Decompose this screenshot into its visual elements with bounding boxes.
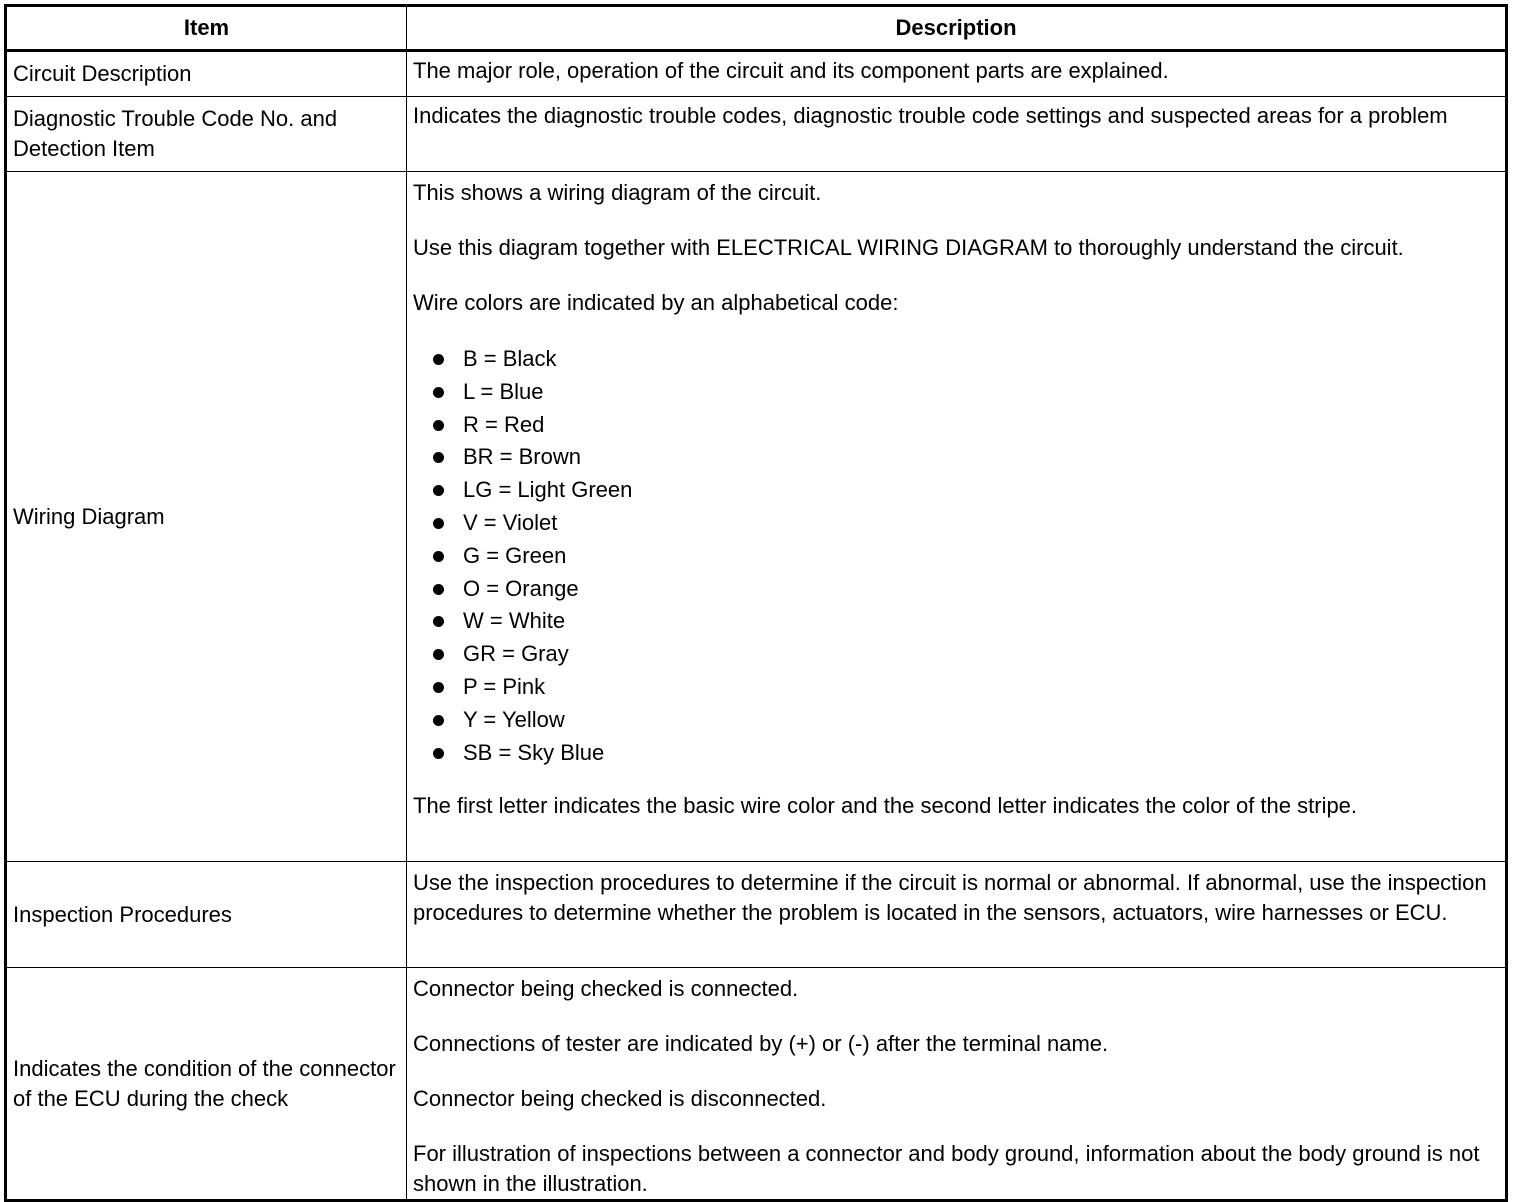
item-cell: Wiring Diagram	[6, 172, 407, 862]
list-item	[431, 474, 1499, 507]
wire-code: L = Blue	[463, 378, 544, 404]
wire-code: G = Green	[463, 542, 567, 568]
column-header-description: Description	[407, 6, 1507, 51]
list-item	[431, 638, 1499, 671]
bullet-dot-icon	[433, 452, 444, 463]
column-header-item: Item	[6, 6, 407, 51]
description-paragraph: For illustration of inspections between a connector and body ground, information about the body ground is not shown in the illustration.	[413, 1141, 1480, 1196]
description-paragraph: Connector being checked is disconnected.	[413, 1086, 827, 1111]
item-cell: Diagnostic Trouble Code No. and Detection Item	[6, 97, 407, 172]
list-item	[431, 507, 1499, 540]
list-item	[431, 441, 1499, 474]
wire-code: V = Violet	[463, 509, 558, 535]
wire-code: BR = Brown	[463, 444, 581, 470]
description-cell	[407, 172, 1507, 862]
bullet-dot-icon	[433, 387, 444, 398]
table-row-inspection-procedures	[6, 862, 1507, 968]
list-item	[431, 343, 1499, 376]
description-paragraph: Wire colors are indicated by an alphabetical code:	[413, 290, 899, 315]
bullet-dot-icon	[433, 420, 444, 431]
description-paragraph: Use this diagram together with ELECTRICAL WIRING DIAGRAM to thoroughly understand the circuit.	[413, 235, 1404, 260]
bullet-dot-icon	[433, 485, 444, 496]
reference-table	[4, 4, 1508, 1202]
bullet-dot-icon	[433, 715, 444, 726]
item-cell: Inspection Procedures	[6, 862, 407, 968]
bullet-dot-icon	[433, 649, 444, 660]
description-paragraph: The first letter indicates the basic wire color and the second letter indicates the color of the stripe.	[413, 793, 1358, 819]
wire-code: LG = Light Green	[463, 477, 633, 503]
bullet-dot-icon	[433, 354, 444, 365]
description-cell: Use the inspection procedures to determine if the circuit is normal or abnormal. If abnormal, use the inspection procedures to determine whether the problem is located in the sensors, actuators, wire harnesses or ECU.	[407, 862, 1507, 968]
header-row	[6, 6, 1507, 51]
wire-code: P = Pink	[463, 673, 546, 699]
bullet-dot-icon	[433, 551, 444, 562]
wire-code: SB = Sky Blue	[463, 739, 605, 765]
wire-code: O = Orange	[463, 575, 579, 601]
bullet-dot-icon	[433, 518, 444, 529]
list-item	[431, 376, 1499, 409]
item-cell: Indicates the condition of the connector of the ECU during the check	[6, 968, 407, 1201]
wire-code: GR = Gray	[463, 641, 569, 667]
bullet-dot-icon	[433, 682, 444, 693]
bullet-dot-icon	[433, 748, 444, 759]
wire-code: R = Red	[463, 411, 545, 437]
wire-code: Y = Yellow	[463, 706, 565, 732]
description-cell: Indicates the diagnostic trouble codes, diagnostic trouble code settings and suspected areas for a problem	[407, 97, 1507, 172]
bullet-dot-icon	[433, 584, 444, 595]
table-row-dtc	[6, 97, 1507, 172]
description-cell: The major role, operation of the circuit and its component parts are explained.	[407, 51, 1507, 97]
list-item	[431, 573, 1499, 606]
table-row-wiring-diagram	[6, 172, 1507, 862]
list-item	[431, 409, 1499, 442]
description-paragraph: Connections of tester are indicated by (+) or (-) after the terminal name.	[413, 1031, 1109, 1056]
wire-color-code-list	[413, 343, 1499, 769]
description-paragraph: Connector being checked is connected.	[413, 976, 799, 1001]
wire-code: W = White	[463, 608, 566, 634]
table-row-connector-condition	[6, 968, 1507, 1201]
list-item	[431, 671, 1499, 704]
list-item	[431, 540, 1499, 573]
item-cell: Circuit Description	[6, 51, 407, 97]
list-item	[431, 737, 1499, 770]
bullet-dot-icon	[433, 616, 444, 627]
description-cell	[407, 968, 1507, 1201]
table-row-circuit-description	[6, 51, 1507, 97]
list-item	[431, 704, 1499, 737]
description-paragraph: This shows a wiring diagram of the circuit.	[413, 180, 822, 205]
wire-code: B = Black	[463, 346, 557, 371]
list-item	[431, 605, 1499, 638]
